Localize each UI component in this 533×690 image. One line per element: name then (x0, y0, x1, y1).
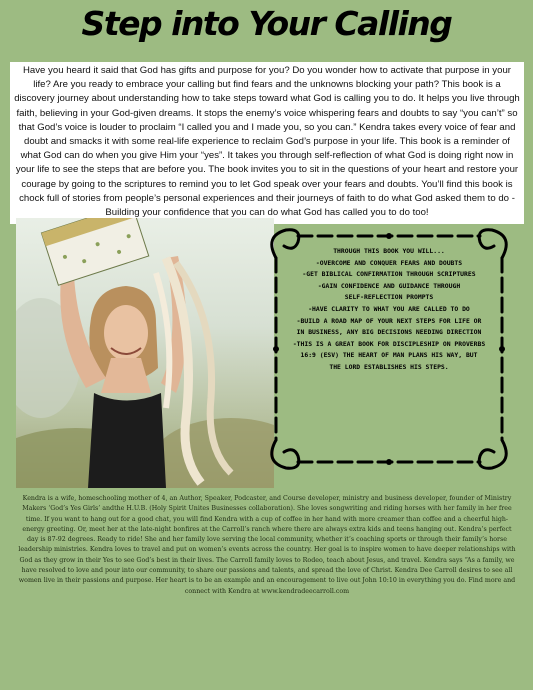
benefits-line: -BUILD A ROAD MAP OF YOUR NEXT STEPS FOR LIFE OR (296, 316, 482, 325)
author-photo (16, 218, 274, 488)
benefits-line: IN BUSINESS, ANY BIG DECISIONS NEEDING DIRECTION (296, 328, 482, 337)
intro-paragraph: Have you heard it said that God has gifts and purpose for you? Do you wonder how to activate that purpose in your life? Are you ready to embrace your calling but find fears and the unknowns blocking your path? This book is a discovery journey about understanding how to take steps toward what God is calling you to do. It helps you live through faith, believing in your God-given dreams. It stops the enemy’s voice whispering fears and doubts to say “you can’t” so that God’s voice is louder to proclaim “I called you and I made you, so you can.” Kendra takes every voice of fear and doubt and smacks it with some real-life experience to reclaim God’s purpose in your life. This book is a reminder of what God can do when you give Him your “yes”. It takes you through self-reflection of what God is doing right now in your life to see the steps that are before you. The book invites you to sit in the questions of your heart and restore your courage by going to the scriptures to remind you to let God speak over your fears and doubts. You’ll find this book is chock full of stories from people’s personal experiences and their journeys of faith to do what God asked them to do -Building your confidence that you can do what God has called you to do too! (10, 62, 524, 224)
benefits-frame (258, 218, 520, 480)
benefits-line: 16:9 (ESV) THE HEART OF MAN PLANS HIS WAY, BUT (300, 351, 478, 360)
benefits-list (284, 246, 494, 374)
benefits-line: -GAIN CONFIDENCE AND GUIDANCE THROUGH (317, 281, 461, 290)
benefits-line: -THIS IS A GREAT BOOK FOR DISCIPLESHIP ON PROVERBS (292, 339, 486, 348)
author-photo-illustration (16, 218, 274, 488)
page-title: Step into Your Calling (81, 4, 452, 43)
benefits-line: SELF-REFLECTION PROMPTS (344, 293, 434, 302)
benefits-line: -HAVE CLARITY TO WHAT YOU ARE CALLED TO DO (308, 304, 470, 313)
benefits-line: THE LORD ESTABLISHES HIS STEPS. (329, 362, 449, 371)
benefits-line: -GET BIBLICAL CONFIRMATION THROUGH SCRIPTURES (302, 270, 476, 279)
benefits-line: -OVERCOME AND CONQUER FEARS AND DOUBTS (315, 258, 463, 267)
benefits-line: THROUGH THIS BOOK YOU WILL... (333, 247, 445, 255)
author-bio: Kendra is a wife, homeschooling mother of 4, an Author, Speaker, Podcaster, and Course developer, ministry and business developer, founder of Ministry Makers ‘God’s Yes Girls’ andthe H.U.B. (Holy Spirit Unites Businesses collaboration). She loves songwriting and riding horses with her family in her free time. If you want to hang out for a good chat, you will find Kendra with a cup of coffee in her hand with more creamer than coffee and a cheerful high-energy greeting. Or, meet her at the late-night bonfires at the Carroll’s ranch where there are always extra kids and teens hanging out. Kendra’s perfect day is 87-92 degrees. Ready to ride! She and her family love serving the local community, whether it’s coaching sports or through their family’s horse leadership ministries. Kendra loves to travel and put on women’s events across the country. Her goal is to inspire women to have deeper relationships with God as they grow in their Yes to see God’s best in their lives. The Carroll family loves to Rodeo, teach about Jesus, and travel. Kendra says “As a family, we have resolved to love and pour into our community, to share our passions and talents, and spread the love of Christ. Kendra Dee Carroll desires to see all women live in their passions and purpose. Her heart is to be an example and an encouragement to live out John 10:10 in everything you do. Find more and connect with Kendra at www.kendradeecarroll.com (18, 495, 516, 595)
